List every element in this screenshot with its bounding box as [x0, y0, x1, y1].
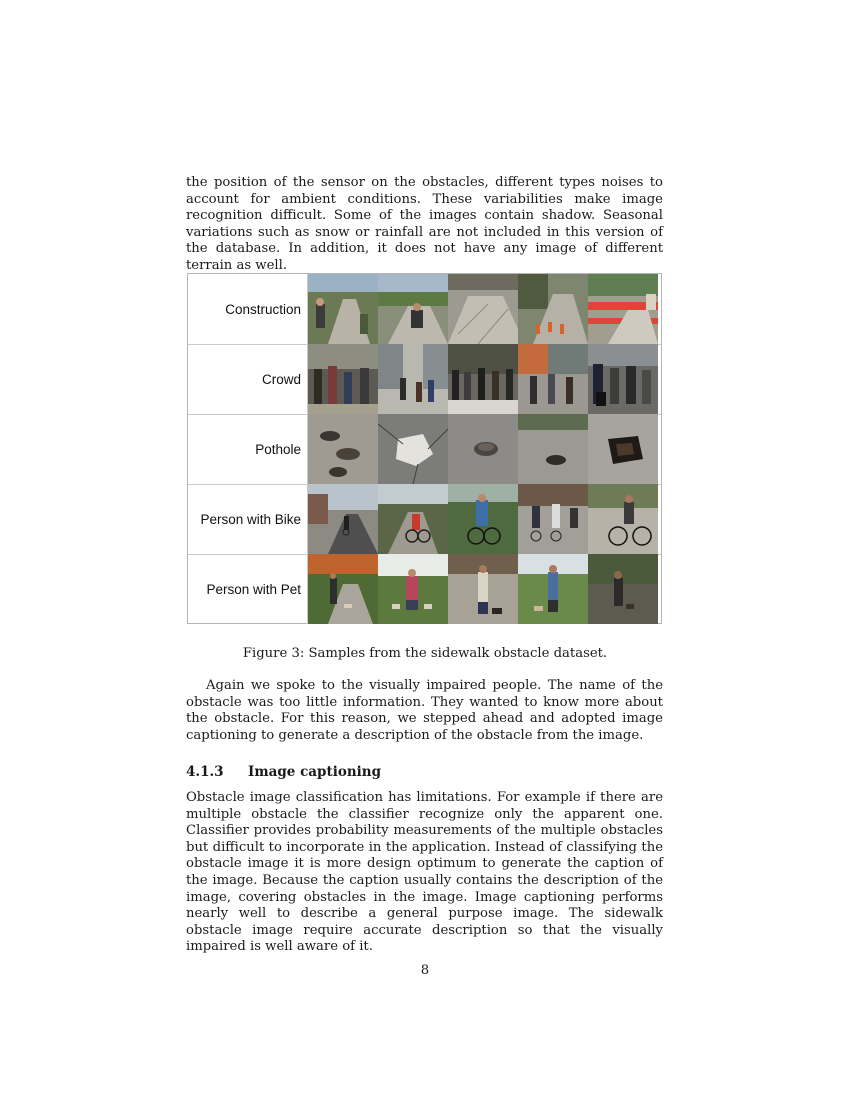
- sample-image: [378, 554, 448, 624]
- sample-image: [378, 274, 448, 344]
- sample-image: [448, 484, 518, 554]
- sample-image: [588, 554, 658, 624]
- page-number: 8: [420, 963, 430, 978]
- sample-image: [588, 274, 658, 344]
- section-number: 4.1.3: [186, 764, 224, 780]
- row-label-pothole: Pothole: [188, 414, 308, 484]
- paragraph-image-captioning: Obstacle image classification has limitations. For example if there are multiple obstacle the classifier recognize only the apparent one. Classifier provides probability measurements of the multiple obstacles but difficult to incorporate in the application. Instead of classifying the obstacle image it is more design optimum to generate the caption of the image. Because the caption usually contains the description of the image, covering obstacles in the image. Image captioning performs nearly well to describe a general purpose image. The sidewalk obstacle image require accurate description so that the visually impaired is well aware of it.: [186, 790, 663, 955]
- sample-image: [588, 344, 658, 414]
- sample-image: [518, 344, 588, 414]
- row-label-person-with-pet: Person with Pet: [188, 554, 308, 624]
- paragraph-visually-impaired: Again we spoke to the visually impaired people. The name of the obstacle was too little information. They wanted to know more about the obstacle. For this reason, we stepped ahead and adopted image captioning to generate a description of the obstacle from the image.: [186, 678, 663, 743]
- sample-image: [518, 414, 588, 484]
- figure-row-person-with-bike: [188, 484, 661, 555]
- sample-image: [308, 274, 378, 344]
- sample-image: [448, 344, 518, 414]
- sample-image: [308, 414, 378, 484]
- sample-image: [378, 344, 448, 414]
- sample-image: [518, 274, 588, 344]
- sample-image: [518, 484, 588, 554]
- row-label-construction: Construction: [188, 274, 308, 344]
- sample-image: [588, 414, 658, 484]
- dataset-sample-figure: [187, 273, 662, 624]
- row-label-person-with-bike: Person with Bike: [188, 484, 308, 554]
- figure-row-construction: [188, 274, 661, 345]
- section-title: Image captioning: [248, 764, 382, 780]
- row-label-crowd: Crowd: [188, 344, 308, 414]
- sample-image: [378, 484, 448, 554]
- sample-image: [448, 274, 518, 344]
- section-heading: [186, 763, 381, 781]
- figure-row-person-with-pet: [188, 554, 661, 624]
- paragraph-intro: the position of the sensor on the obstacles, different types noises to account for ambient conditions. These variabilities make image recognition difficult. Some of the images contain shadow. Seasonal variations such as snow or rainfall are not included in this version of the database. In addition, it does not have any image of different terrain as well.: [186, 175, 663, 273]
- sample-image: [308, 344, 378, 414]
- sample-image: [588, 484, 658, 554]
- sample-image: [518, 554, 588, 624]
- sample-image: [448, 554, 518, 624]
- sample-image: [308, 484, 378, 554]
- figure-row-crowd: [188, 344, 661, 415]
- figure-row-pothole: [188, 414, 661, 485]
- sample-image: [308, 554, 378, 624]
- figure-caption: Figure 3: Samples from the sidewalk obstacle dataset.: [242, 646, 608, 661]
- sample-image: [448, 414, 518, 484]
- sample-image: [378, 414, 448, 484]
